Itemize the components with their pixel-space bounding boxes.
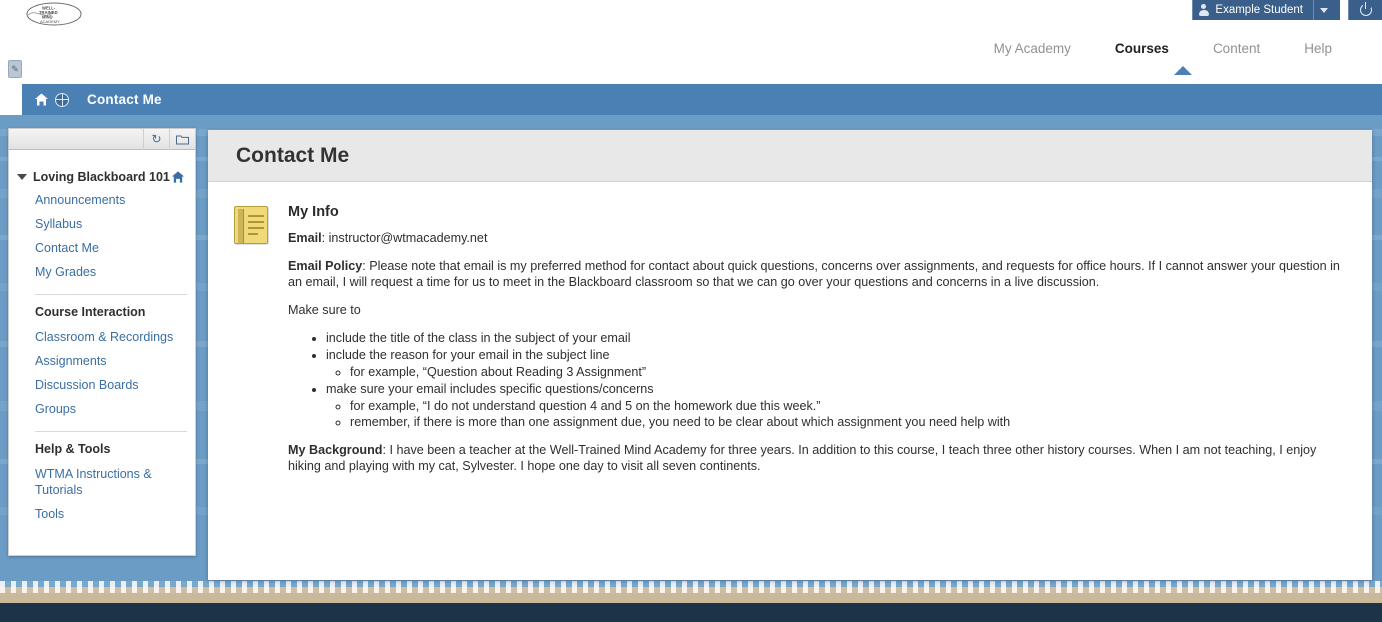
course-title: Loving Blackboard 101 [33,170,170,184]
pencil-icon[interactable]: ✎ [8,60,22,78]
sidebar-item-tools[interactable]: Tools [35,507,65,521]
sidebar-item-assignments[interactable]: Assignments [35,354,107,368]
list-item [326,347,1346,380]
nav-tab-courses[interactable]: Courses [1114,41,1169,56]
content-body [208,182,1372,486]
nav-tab-content[interactable]: Content [1212,41,1261,56]
sidebar-item-discussion-boards[interactable]: Discussion Boards [35,378,139,392]
sidebar-item-syllabus[interactable]: Syllabus [35,217,83,231]
chevron-down-icon [1320,8,1328,13]
list-item [326,330,1346,346]
email-policy-text: : Please note that email is my preferred method for contact about quick questions, concerns over assignments, and requests for office hours. If I cannot answer your question in an email, I will request a time for us to meet in the Blackboard classroom so that we can go over your questions and concerns in a live discussion. [288,259,1340,289]
sidebar-item-groups[interactable]: Groups [35,402,76,416]
nav-tab-help[interactable]: Help [1304,41,1332,56]
sticky-note-icon [234,206,268,244]
email-paragraph [288,230,1346,246]
sidebar-divider [35,431,187,432]
active-tab-indicator [1174,66,1192,75]
note-spine [238,209,244,243]
top-bar [0,0,1382,24]
sidebar-group-course-interaction: Course Interaction [35,305,146,319]
globe-icon[interactable] [55,93,69,107]
sidebar-item-contact-me[interactable]: Contact Me [35,241,99,255]
background-paragraph [288,442,1346,474]
sub-list-item: ◦ for example, “I do not understand question 4 and 5 on the homework due this week.” [350,398,1346,414]
nav-tab-my-academy[interactable]: My Academy [993,41,1071,56]
sub-list [326,398,1346,430]
user-menu-caret[interactable] [1313,0,1334,20]
course-menu-toolbar [8,128,196,150]
email-policy-label: Email Policy [288,259,363,273]
breadcrumb [22,84,1382,115]
email-label: Email [288,231,322,245]
refresh-icon[interactable]: ↻ [143,129,169,150]
content-item-icon [234,204,274,486]
list-item-label: include the reason for your email in the subject line [326,348,610,362]
home-icon[interactable] [171,170,185,184]
content-panel [208,130,1372,580]
content-item-text [288,204,1346,486]
logout-button[interactable] [1348,0,1382,20]
instructions-list [288,330,1346,430]
email-policy-paragraph [288,258,1346,290]
note-line [248,233,258,235]
sidebar-group-help-tools: Help & Tools [35,442,111,456]
page-footer-strip [0,603,1382,622]
global-nav-items [972,36,1354,56]
background-text: : I have been a teacher at the Well-Trained Mind Academy for three years. In addition to this course, I teach three other history courses. When I am not teaching, I enjoy hiking and playing with my cat, Sylvester. I hope one day to visit all seven continents. [288,443,1317,473]
course-menu-header[interactable] [9,166,195,188]
svg-text:ACADEMY: ACADEMY [40,19,60,24]
svg-text:TRAINED: TRAINED [39,10,58,15]
page-title: Contact Me [236,143,350,167]
triangle-down-icon[interactable] [17,174,27,180]
list-item-label: make sure your email includes specific questions/concerns [326,382,654,396]
sidebar-item-announcements[interactable]: Announcements [35,193,126,207]
person-icon [1198,4,1209,16]
sub-list-item: ◦ for example, “Question about Reading 3 Assignment” [350,364,1346,380]
note-line [248,221,264,223]
svg-text:MIND: MIND [42,14,53,20]
user-name-label: Example Student [1215,4,1303,16]
item-title: My Info [288,204,339,220]
svg-text:WELL-: WELL- [42,5,56,11]
sub-list-item: ◦ remember, if there is more than one assignment due, you need to be clear about which assignment you need help with [350,414,1346,430]
background-foam [0,581,1382,593]
background-label: My Background [288,443,383,457]
academy-logo[interactable] [26,2,82,26]
home-icon[interactable] [34,92,49,107]
make-sure-text: Make sure to [288,303,361,317]
content-header [208,130,1372,182]
user-menu[interactable] [1192,0,1340,20]
sidebar-item-classroom-recordings[interactable]: Classroom & Recordings [35,330,174,344]
note-line [248,227,264,229]
list-item-label: include the title of the class in the subject of your email [326,331,631,345]
sidebar-item-wtma-instructions[interactable]: WTMA Instructions & Tutorials [35,467,152,497]
list-item [326,381,1346,430]
power-icon [1360,4,1372,16]
email-value: : instructor@wtmacademy.net [321,231,488,245]
content-item [234,204,1346,486]
sub-list [326,364,1346,380]
folder-icon[interactable] [169,129,195,150]
course-menu-body [8,150,196,556]
note-line [248,215,264,217]
sidebar-divider [35,294,187,295]
breadcrumb-title: Contact Me [87,92,162,107]
sidebar-item-my-grades[interactable]: My Grades [35,265,97,279]
